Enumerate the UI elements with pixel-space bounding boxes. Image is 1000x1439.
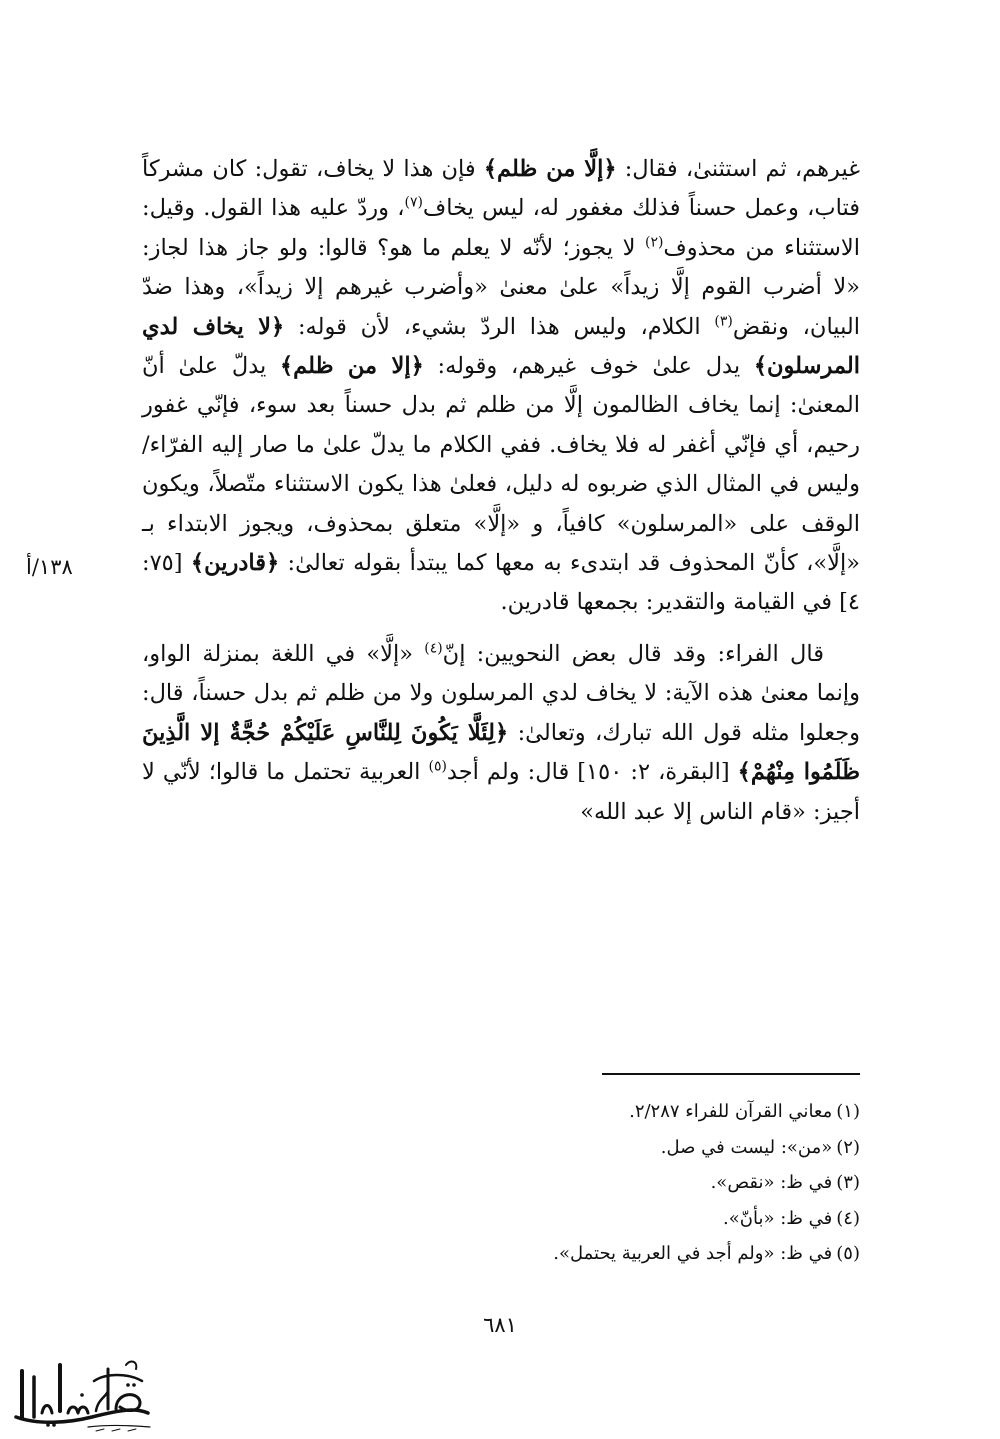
main-text-block <box>142 150 860 832</box>
footnote-marker: (٢) <box>645 234 664 251</box>
text-segment: قال الفراء: وقد قال بعض النحويين: إنّ <box>442 640 824 667</box>
footnote-item <box>142 1236 860 1272</box>
quran-citation: ﴿قادرين﴾ <box>190 550 280 577</box>
footnote-item <box>142 1201 860 1237</box>
text-segment: يدل علىٰ خوف غيرهم، وقوله: <box>423 353 754 380</box>
footnote-text: في ظ: «بأنّ». <box>723 1207 833 1229</box>
footnote-number: (٢) <box>836 1136 860 1158</box>
margin-folio-note: ١٣٨/أ <box>26 555 73 579</box>
footnote-number: (٥) <box>836 1243 860 1264</box>
text-segment: الكلام، وليس هذا الردّ بشيء، لأن قوله: <box>284 313 715 340</box>
text-segment: يدلّ علىٰ أنّ المعنىٰ: إنما يخاف الظالمون إلَّا من ظلم ثم بدل حسناً بعد سوء، فإنّي غفور رحيم، أي فإنّي أغفر له فلا يخاف. ففي الكلام ما يدلّ علىٰ ما صار إليه الفرّاء/وليس في المثال الذي ضربوه له دليل، فعلىٰ هذا يكون الاستثناء متّصلاً، ويكون الوقف على «المرسلون» كافياً، و «إلَّا» متعلق بمحذوف، ويجوز الابتداء بـ «إلَّا»، كأنّ المحذوف قد ابتدىء به معها كما يبتدأ بقوله تعالىٰ: <box>142 353 860 577</box>
footnote-text: معاني القرآن للفراء ٢/٢٨٧. <box>629 1101 833 1122</box>
footnote-item <box>142 1094 860 1130</box>
footnote-separator <box>602 1073 860 1075</box>
footnote-text: في ظ: «نقص». <box>710 1172 833 1193</box>
footnote-number: (٤) <box>836 1207 860 1229</box>
footnote-number: (٣) <box>836 1172 860 1193</box>
page-number: ٦٨١ <box>483 1313 517 1337</box>
text-segment: «إلَّا» في اللغة بمنزلة الواو، وإنما معنىٰ هذه الآية: لا يخاف لدي المرسلون ولا من ظلم ثم بدل حسناً، قال: وجعلوا مثله قول الله تبارك، وتعالىٰ: <box>142 640 860 746</box>
quran-citation: ﴿إلَّا من ظلم﴾ <box>483 156 617 182</box>
main-paragraph-1 <box>142 150 860 623</box>
text-segment: ، وردّ عليه هذا القول. وقيل: الاستثناء من محذوف <box>142 195 860 261</box>
footnote-marker: (٣) <box>714 313 733 330</box>
footnote-item <box>142 1165 860 1201</box>
text-segment: العربية تحتمل ما قالوا؛ لأنّي لا أجيز: «قام الناس إلا عبد الله» <box>142 759 860 825</box>
footnote-marker: (٧) <box>404 194 423 211</box>
calligraphy-logo <box>8 1351 158 1433</box>
quran-citation: ﴿لِئَلَّا يَكُونَ لِلنَّاسِ عَلَيْكُمْ حُجَّةٌ إلا الَّذِينَ ظَلَمُوا مِنْهُمْ﴾ <box>142 719 861 786</box>
text-segment: غيرهم، ثم استثنىٰ، فقال: <box>616 156 860 182</box>
text-segment: فإن هذا لا يخاف، تقول: كان مشركاً فتاب، وعمل حسناً فذلك مغفور له، ليس يخاف <box>142 156 860 222</box>
main-paragraph-2 <box>142 635 860 832</box>
footnote-marker: (٥) <box>428 758 447 775</box>
footnotes-list <box>142 1094 860 1272</box>
text-segment: [٧٥: ٤] في القيامة والتقدير: بجمعها قادرين. <box>142 550 860 616</box>
text-segment: [البقرة، ٢: ١٥٠] قال: ولم أجد <box>446 759 738 786</box>
quran-citation: ﴿إلا من ظلم﴾ <box>280 353 424 380</box>
quran-citation: ﴿لا يخاف لدي المرسلون﴾ <box>142 313 861 380</box>
footnote-number: (١) <box>836 1101 860 1122</box>
calligraphy-logo-icon <box>8 1351 158 1433</box>
footnote-text: في ظ: «ولم أجد في العربية يحتمل». <box>553 1243 833 1264</box>
footnote-item <box>142 1130 860 1166</box>
footnote-marker: (٤) <box>424 640 443 657</box>
footnote-text: «من»: ليست في صل. <box>660 1136 833 1158</box>
text-segment: لا يجوز؛ لأنّه لا يعلم ما هو؟ قالوا: ولو جاز هذا لجاز: «لا أضرب القوم إلَّا زيداً» علىٰ معنىٰ «وأضرب غيرهم إلا زيداً»، وهذا ضدّ البيان، ونقض <box>142 234 860 340</box>
